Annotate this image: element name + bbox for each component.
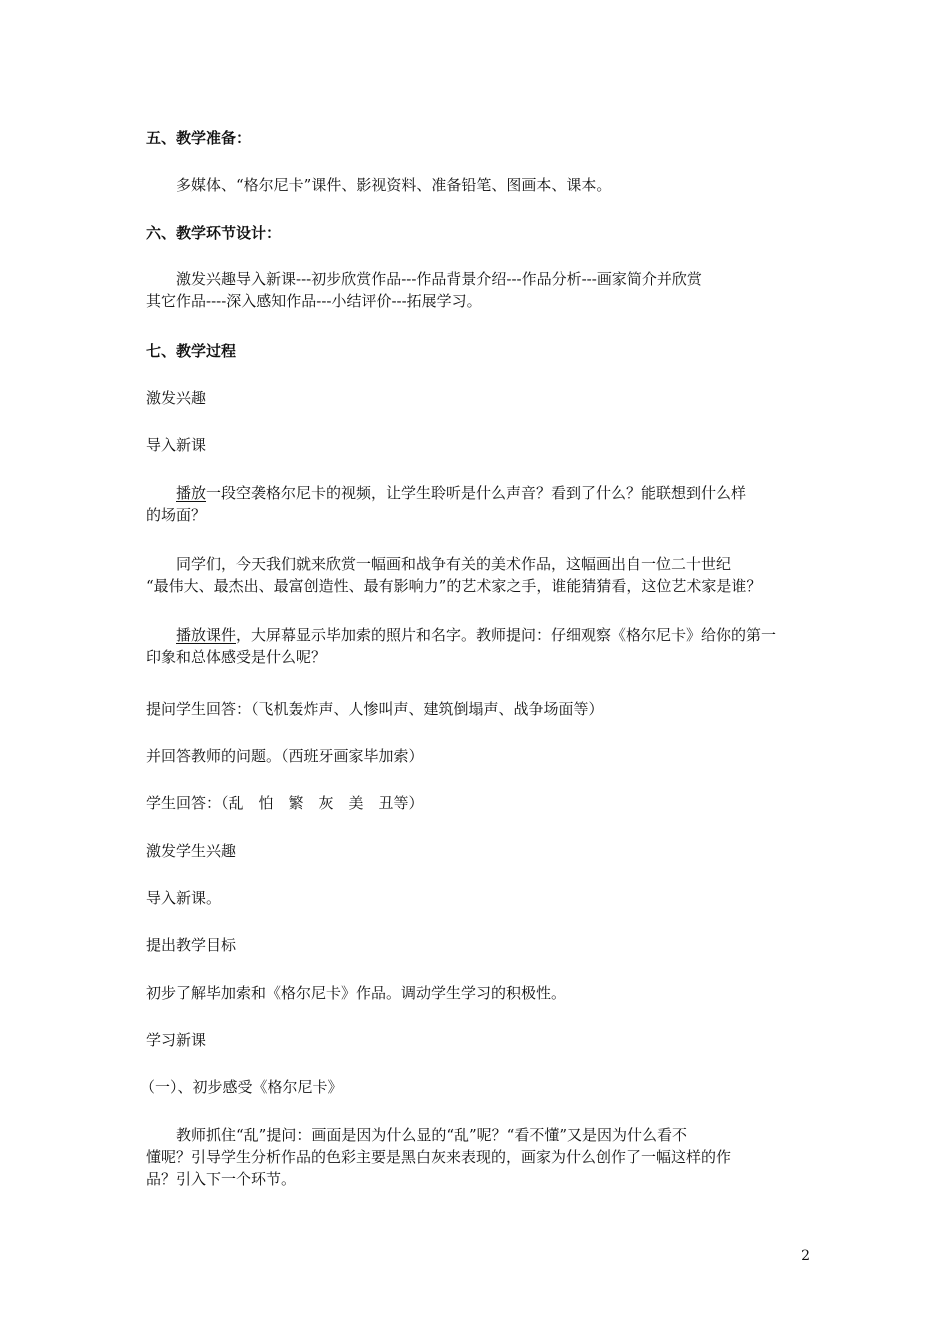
paragraph-play-video-line-1 bbox=[146, 482, 810, 504]
play-video-text: 一段空袭格尔尼卡的视频，让学生聆听是什么声音？看到了什么？能联想到什么样 bbox=[206, 484, 747, 502]
underlined-play: 播放 bbox=[176, 484, 207, 502]
section-heading-design: 六、教学环节设计： bbox=[146, 224, 282, 242]
artist-question-line-2: “最伟大、最杰出、最富创造性、最有影响力”的艺术家之手，谁能猜猜看，这位艺术家是谁？ bbox=[146, 577, 762, 595]
process-item-introduce: 导入新课 bbox=[146, 436, 207, 454]
section-heading-preparation: 五、教学准备： bbox=[146, 129, 252, 147]
teacher-question-line-3: 品？引入下一个环节。 bbox=[146, 1170, 297, 1188]
section-heading-process: 七、教学过程 bbox=[146, 342, 237, 360]
subsection-heading-1: （一）、初步感受《格尔尼卡》 bbox=[140, 1078, 343, 1096]
page-number: 2 bbox=[801, 1248, 810, 1264]
paragraph-play-courseware-line-1 bbox=[146, 624, 810, 646]
underlined-play-courseware: 播放课件 bbox=[176, 626, 237, 644]
student-answer-3: 学生回答：（乱 怕 繁 灰 美 丑等） bbox=[146, 794, 424, 812]
student-answer-2: 并回答教师的问题。（西班牙画家毕加索） bbox=[146, 747, 424, 765]
design-line-2: 其它作品----深入感知作品---小结评价---拓展学习。 bbox=[146, 292, 482, 310]
process-item-interest: 激发学生兴趣 bbox=[146, 842, 237, 860]
teacher-question-line-2: 懂呢？引导学生分析作品的色彩主要是黑白灰来表现的，画家为什么创作了一幅这样的作 bbox=[146, 1148, 732, 1166]
student-answer-1: 提问学生回答：（飞机轰炸声、人惨叫声、建筑倒塌声、战争场面等） bbox=[146, 700, 604, 718]
process-item-stimulate: 激发兴趣 bbox=[146, 389, 207, 407]
design-paragraph bbox=[146, 268, 810, 312]
design-line-1: 激发兴趣导入新课---初步欣赏作品---作品背景介绍---作品分析---画家简介并欣赏 bbox=[176, 270, 702, 288]
paragraph-play-courseware-line-2: 印象和总体感受是什么呢？ bbox=[146, 648, 327, 666]
paragraph-artist-question bbox=[146, 553, 810, 597]
goal-text: 初步了解毕加索和《格尔尼卡》作品。调动学生学习的积极性。 bbox=[146, 984, 567, 1002]
artist-question-line-1: 同学们，今天我们就来欣赏一幅画和战争有关的美术作品，这幅画出自一位二十世纪 bbox=[176, 555, 732, 573]
teacher-question-line-1: 教师抓住“乱”提问：画面是因为什么显的“乱”呢？“看不懂”又是因为什么看不 bbox=[176, 1126, 688, 1144]
process-item-goals: 提出教学目标 bbox=[146, 936, 237, 954]
paragraph-play-video-line-2: 的场面？ bbox=[146, 506, 207, 524]
paragraph-teacher-question bbox=[146, 1124, 810, 1190]
process-item-learn-new: 学习新课 bbox=[146, 1031, 207, 1049]
preparation-body: 多媒体、“格尔尼卡”课件、影视资料、准备铅笔、图画本、课本。 bbox=[176, 176, 612, 194]
paragraph-play-video bbox=[146, 482, 810, 526]
play-courseware-text: ，大屏幕显示毕加索的照片和名字。教师提问：仔细观察《格尔尼卡》给你的第一 bbox=[236, 626, 777, 644]
paragraph-play-courseware bbox=[146, 624, 810, 668]
process-item-introduce-new: 导入新课。 bbox=[146, 889, 222, 907]
